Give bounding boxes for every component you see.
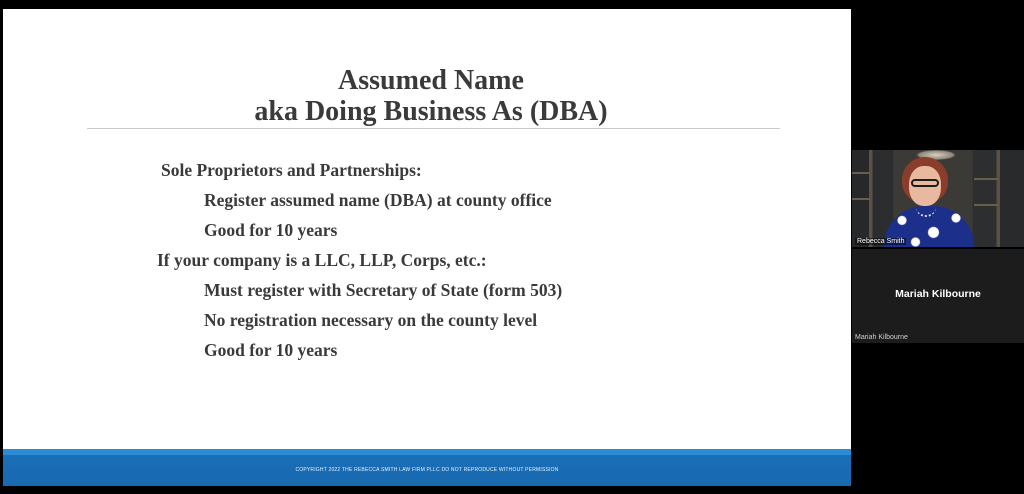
heading-sole-proprietors: Sole Proprietors and Partnerships: — [161, 160, 422, 180]
audio-participant-display-name: Mariah Kilbourne — [895, 288, 981, 300]
participant-glasses — [911, 179, 939, 187]
item-no-county-registration: No registration necessary on the county level — [204, 310, 538, 330]
slide-body — [3, 9, 851, 449]
item-good-for-10-years-1: Good for 10 years — [204, 220, 338, 240]
participant-video-tile[interactable] — [852, 150, 1024, 247]
heading-llc-corps: If your company is a LLC, LLP, Corps, etc.: — [157, 250, 487, 270]
shelf-line — [974, 204, 998, 206]
slide-title-line-1: Assumed Name — [338, 65, 524, 96]
video-participant-name: Rebecca Smith — [857, 238, 905, 245]
item-good-for-10-years-2: Good for 10 years — [204, 340, 338, 360]
slide-footer-bar — [3, 449, 851, 486]
shared-slide — [3, 9, 851, 486]
item-register-dba: Register assumed name (DBA) at county office — [204, 190, 552, 210]
shelf-line — [852, 198, 870, 200]
copyright-notice: COPYRIGHT 2022 THE REBECCA SMITH LAW FIRM PLLC DO NOT REPRODUCE WITHOUT PERMISSION — [295, 467, 559, 473]
item-secretary-of-state: Must register with Secretary of State (form 503) — [204, 280, 563, 300]
slide-title-line-2: aka Doing Business As (DBA) — [254, 96, 608, 127]
shelf-line — [974, 178, 998, 180]
audio-participant-label: Mariah Kilbourne — [855, 334, 908, 341]
participant-audio-tile[interactable] — [852, 249, 1024, 343]
shelf-line — [852, 172, 870, 174]
